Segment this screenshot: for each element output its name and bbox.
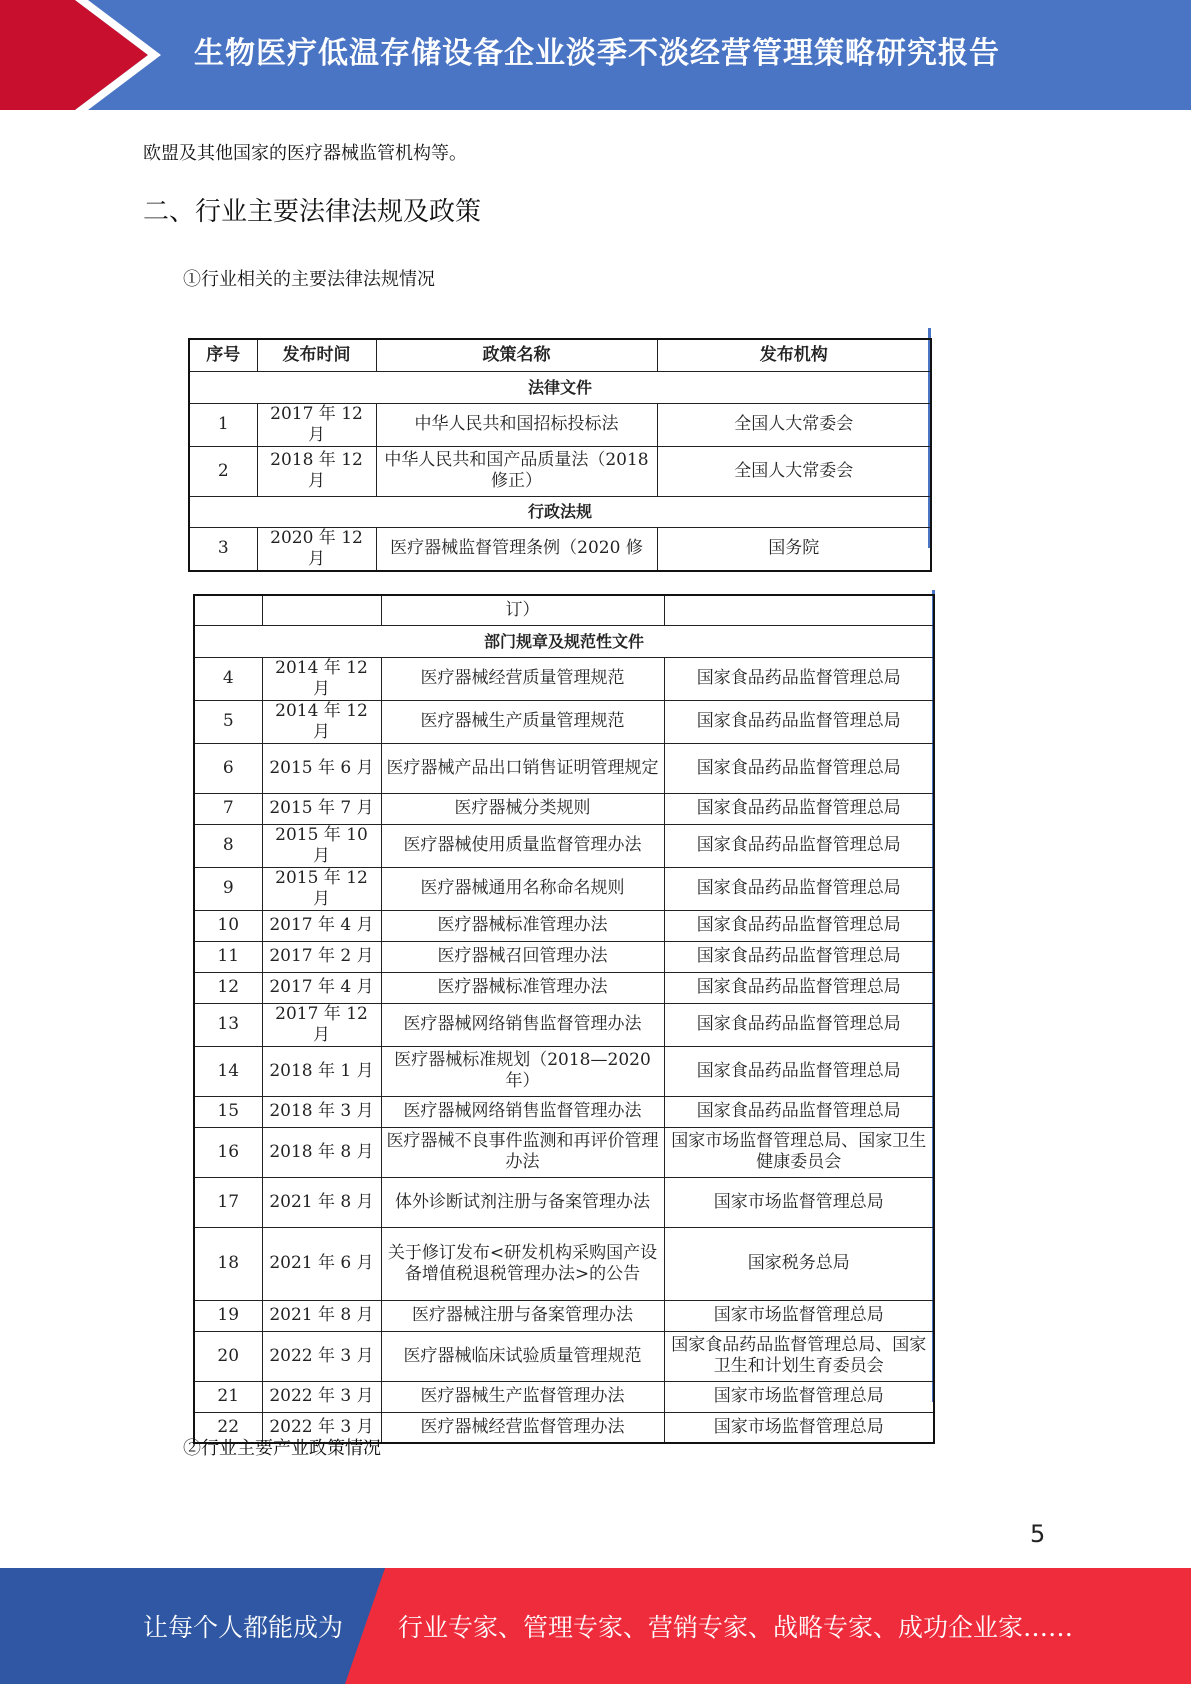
cell-name: 医疗器械经营监督管理办法 xyxy=(381,1412,664,1443)
col-header-date: 发布时间 xyxy=(257,339,376,371)
cell-name: 医疗器械临床试验质量管理规范 xyxy=(381,1331,664,1381)
cell-org: 国家税务总局 xyxy=(664,1227,934,1300)
cell-org: 国家食品药品监督管理总局 xyxy=(664,910,934,941)
table-row xyxy=(194,1096,934,1127)
cell-date: 2021 年 6 月 xyxy=(262,1227,381,1300)
cell-org: 国家食品药品监督管理总局、国家卫生和计划生育委员会 xyxy=(664,1331,934,1381)
group-row xyxy=(194,625,934,657)
intro-text: 欧盟及其他国家的医疗器械监管机构等。 xyxy=(143,143,467,164)
cell-date: 2022 年 3 月 xyxy=(262,1381,381,1412)
section-heading: 二、行业主要法律法规及政策 xyxy=(143,197,482,227)
cell-date: 2018 年 12 月 xyxy=(257,446,376,496)
table-row xyxy=(194,743,934,793)
group-row xyxy=(189,496,931,527)
cell-name-continued: 订） xyxy=(381,595,664,625)
cell-org: 国家食品药品监督管理总局 xyxy=(664,743,934,793)
cell-name: 中华人民共和国招标投标法 xyxy=(376,403,657,446)
table-row xyxy=(194,824,934,867)
cell-date: 2022 年 3 月 xyxy=(262,1412,381,1443)
col-header-name: 政策名称 xyxy=(376,339,657,371)
col-header-no: 序号 xyxy=(189,339,257,371)
subheading-policies: ②行业主要产业政策情况 xyxy=(183,1438,381,1459)
cell-name: 医疗器械分类规则 xyxy=(381,793,664,824)
cell-date: 2014 年 12 月 xyxy=(262,657,381,700)
cell-org: 国家市场监督管理总局 xyxy=(664,1381,934,1412)
table-row xyxy=(194,910,934,941)
cell-date: 2018 年 3 月 xyxy=(262,1096,381,1127)
cell-name: 医疗器械标准管理办法 xyxy=(381,910,664,941)
cell-name: 医疗器械不良事件监测和再评价管理办法 xyxy=(381,1127,664,1177)
cell-no: 12 xyxy=(194,972,262,1003)
cell-org: 国家食品药品监督管理总局 xyxy=(664,1003,934,1046)
cell-date: 2018 年 8 月 xyxy=(262,1127,381,1177)
cell-no: 1 xyxy=(189,403,257,446)
table-row xyxy=(194,793,934,824)
page-footer xyxy=(0,1568,1191,1684)
cell-org: 国家食品药品监督管理总局 xyxy=(664,700,934,743)
cell-no: 15 xyxy=(194,1096,262,1127)
table-row xyxy=(189,527,931,571)
group-label-law: 法律文件 xyxy=(189,371,931,403)
header-arrow-decoration xyxy=(0,0,200,110)
table-row xyxy=(194,1300,934,1331)
table-row xyxy=(194,657,934,700)
cell-no: 16 xyxy=(194,1127,262,1177)
cell-org: 国家食品药品监督管理总局 xyxy=(664,941,934,972)
cell-org: 国家市场监督管理总局、国家卫生健康委员会 xyxy=(664,1127,934,1177)
cell-date: 2020 年 12 月 xyxy=(257,527,376,571)
cell-org: 国家市场监督管理总局 xyxy=(664,1300,934,1331)
cell-no: 22 xyxy=(194,1412,262,1443)
table-row xyxy=(194,1177,934,1227)
table-row xyxy=(194,700,934,743)
cell-no: 20 xyxy=(194,1331,262,1381)
cell-name: 医疗器械注册与备案管理办法 xyxy=(381,1300,664,1331)
table-row xyxy=(194,1127,934,1177)
cell-name: 医疗器械生产质量管理规范 xyxy=(381,700,664,743)
page-header xyxy=(0,0,1191,110)
cell-no: 13 xyxy=(194,1003,262,1046)
cell-no: 8 xyxy=(194,824,262,867)
cell-date: 2015 年 12 月 xyxy=(262,867,381,910)
cell-org: 国家食品药品监督管理总局 xyxy=(664,1046,934,1096)
cell-name: 医疗器械召回管理办法 xyxy=(381,941,664,972)
table-row xyxy=(194,1227,934,1300)
cell-org: 国务院 xyxy=(657,527,931,571)
page-number: 5 xyxy=(1030,1520,1046,1548)
cell-name: 医疗器械标准管理办法 xyxy=(381,972,664,1003)
report-title: 生物医疗低温存储设备企业淡季不淡经营管理策略研究报告 xyxy=(194,36,1000,71)
cell-org: 国家食品药品监督管理总局 xyxy=(664,793,934,824)
table-row xyxy=(194,1381,934,1412)
cell-date: 2017 年 4 月 xyxy=(262,910,381,941)
cell-org: 国家市场监督管理总局 xyxy=(664,1177,934,1227)
cell-date: 2017 年 12 月 xyxy=(262,1003,381,1046)
cell-date: 2014 年 12 月 xyxy=(262,700,381,743)
cell-no: 5 xyxy=(194,700,262,743)
cell-org: 国家食品药品监督管理总局 xyxy=(664,867,934,910)
cell-no: 18 xyxy=(194,1227,262,1300)
cell-name: 医疗器械生产监督管理办法 xyxy=(381,1381,664,1412)
table2-body xyxy=(194,657,934,1443)
cell-no: 2 xyxy=(189,446,257,496)
cell-date: 2021 年 8 月 xyxy=(262,1300,381,1331)
group-label-admin: 行政法规 xyxy=(189,496,931,527)
cell-no: 14 xyxy=(194,1046,262,1096)
cell-name: 关于修订发布<研发机构采购国产设备增值税退税管理办法>的公告 xyxy=(381,1227,664,1300)
cell-no: 17 xyxy=(194,1177,262,1227)
table-header-row xyxy=(189,339,931,371)
laws-table-part2 xyxy=(193,594,935,1444)
table-row xyxy=(194,1331,934,1381)
cell-no: 6 xyxy=(194,743,262,793)
cell-name: 医疗器械网络销售监督管理办法 xyxy=(381,1003,664,1046)
cell-name: 医疗器械经营质量管理规范 xyxy=(381,657,664,700)
footer-slogan-left: 让每个人都能成为 xyxy=(143,1613,344,1642)
subheading-laws: ①行业相关的主要法律法规情况 xyxy=(183,269,435,290)
cell-org: 国家市场监督管理总局 xyxy=(664,1412,934,1443)
table-row xyxy=(194,972,934,1003)
cell-org: 全国人大常委会 xyxy=(657,403,931,446)
cell-date: 2021 年 8 月 xyxy=(262,1177,381,1227)
cell-date: 2015 年 6 月 xyxy=(262,743,381,793)
cell-no: 4 xyxy=(194,657,262,700)
cell-name: 医疗器械网络销售监督管理办法 xyxy=(381,1096,664,1127)
cell-name: 医疗器械使用质量监督管理办法 xyxy=(381,824,664,867)
cell-name: 医疗器械产品出口销售证明管理规定 xyxy=(381,743,664,793)
cell-org: 全国人大常委会 xyxy=(657,446,931,496)
cell-name: 医疗器械监督管理条例（2020 修 xyxy=(376,527,657,571)
laws-table-part1 xyxy=(188,338,932,572)
table-row xyxy=(194,941,934,972)
cell-no: 11 xyxy=(194,941,262,972)
cell-name: 医疗器械通用名称命名规则 xyxy=(381,867,664,910)
group-label-dept: 部门规章及规范性文件 xyxy=(194,625,934,657)
footer-slogan-right: 行业专家、管理专家、营销专家、战略专家、成功企业家…… xyxy=(398,1613,1074,1642)
table-row xyxy=(194,1003,934,1046)
table-row xyxy=(194,867,934,910)
table-row xyxy=(194,1046,934,1096)
cell-org: 国家食品药品监督管理总局 xyxy=(664,1096,934,1127)
cell-org: 国家食品药品监督管理总局 xyxy=(664,972,934,1003)
cell-date: 2017 年 2 月 xyxy=(262,941,381,972)
cell-name: 医疗器械标准规划（2018—2020 年） xyxy=(381,1046,664,1096)
cell-name: 中华人民共和国产品质量法（2018 修正） xyxy=(376,446,657,496)
col-header-org: 发布机构 xyxy=(657,339,931,371)
cell-no: 19 xyxy=(194,1300,262,1331)
cell-no: 9 xyxy=(194,867,262,910)
table-row xyxy=(189,446,931,496)
cell-name: 体外诊断试剂注册与备案管理办法 xyxy=(381,1177,664,1227)
cell-date: 2022 年 3 月 xyxy=(262,1331,381,1381)
cell-no: 10 xyxy=(194,910,262,941)
cell-date: 2017 年 12 月 xyxy=(257,403,376,446)
cell-no: 7 xyxy=(194,793,262,824)
table-row xyxy=(189,403,931,446)
cell-date: 2017 年 4 月 xyxy=(262,972,381,1003)
cell-date: 2015 年 7 月 xyxy=(262,793,381,824)
group-row xyxy=(189,371,931,403)
cell-no: 21 xyxy=(194,1381,262,1412)
cell-org: 国家食品药品监督管理总局 xyxy=(664,657,934,700)
cell-org: 国家食品药品监督管理总局 xyxy=(664,824,934,867)
cell-date: 2018 年 1 月 xyxy=(262,1046,381,1096)
continued-row xyxy=(194,595,934,625)
cell-no: 3 xyxy=(189,527,257,571)
cell-date: 2015 年 10 月 xyxy=(262,824,381,867)
